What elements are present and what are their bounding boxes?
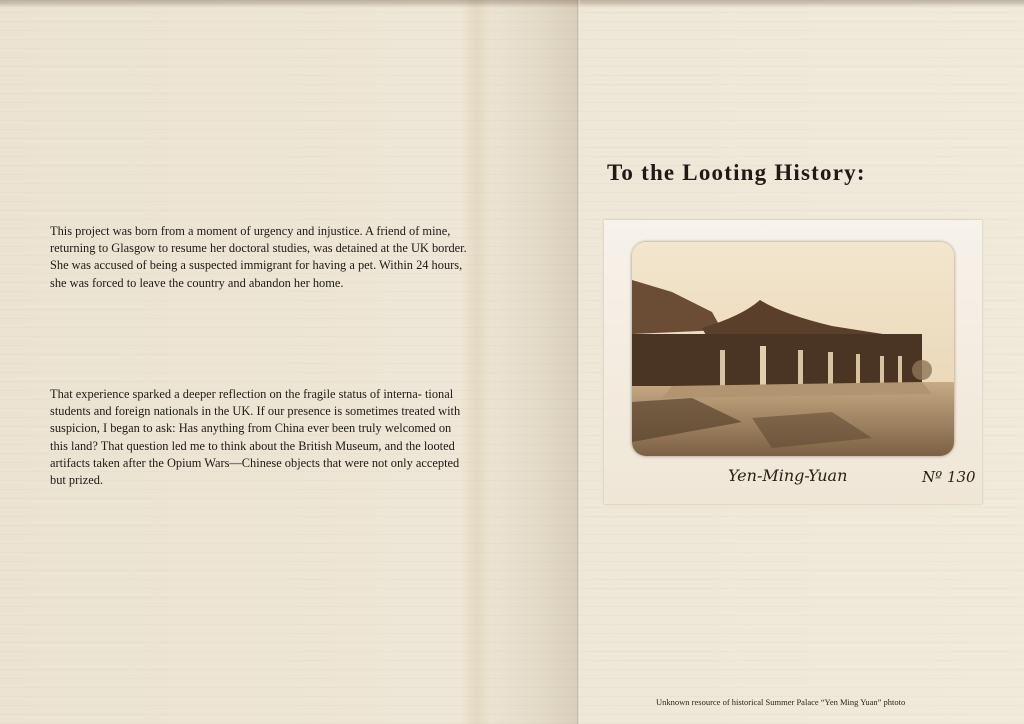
plate-number: Nº 130 (922, 468, 976, 486)
intro-paragraph: This project was born from a moment of urgency and injustice. A friend of mine, returning to Glasgow to resume her doctoral studies, was detained at the UK border. She was accused of being a suspected immigrant for having a pet. Within 24 hours, she was forced to leave the country and abandon her home. (50, 224, 467, 290)
pavilion-illustration (632, 242, 954, 456)
photo-caption: Unknown resource of historical Summer Palace “Yen Ming Yuan” phtoto (656, 697, 906, 707)
historical-photo-card (604, 220, 982, 504)
reflection-paragraph: That experience sparked a deeper reflection on the fragile status of interna- tional students and foreign nationals in the UK. If our presence is sometimes treated with suspicion, I began to ask: Has anything from China ever been truly welcomed on this land? That question led me to think about the British Museum, and the looted artifacts taken after the Opium Wars—Chinese objects that were not only accepted but prized. (50, 387, 461, 488)
page-title: To the Looting History: (607, 160, 866, 185)
right-page (580, 0, 1024, 724)
handwritten-label: Yen-Ming-Yuan (728, 466, 848, 485)
summer-palace-photo (632, 242, 954, 456)
